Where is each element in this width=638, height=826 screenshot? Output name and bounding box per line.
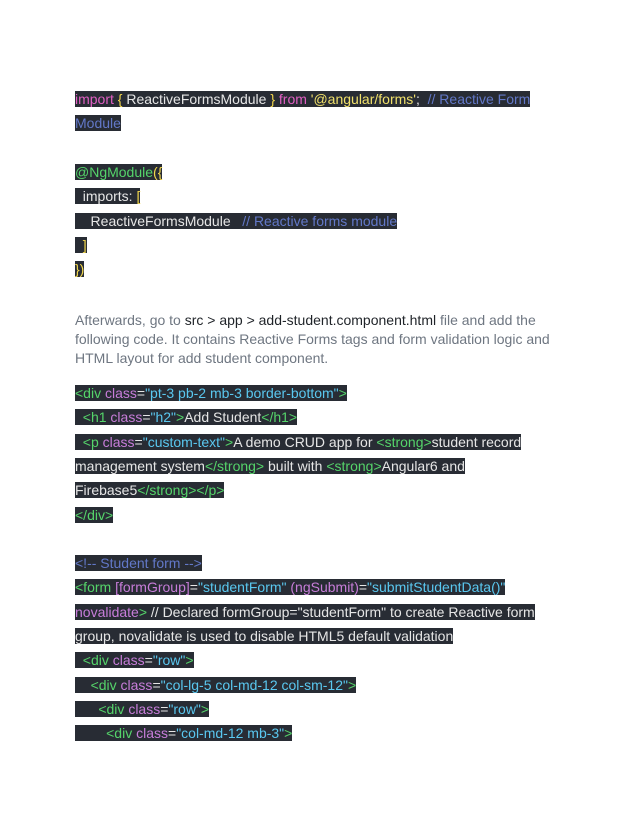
code-token: > bbox=[284, 725, 293, 742]
code-line-highlight bbox=[75, 409, 297, 425]
code-line-highlight bbox=[75, 237, 87, 253]
code-token: ; bbox=[415, 91, 428, 107]
code-line-highlight bbox=[75, 701, 209, 717]
code-token: Angular6 and bbox=[381, 457, 465, 474]
code-token: <p bbox=[82, 433, 103, 450]
code-token: <div bbox=[106, 725, 137, 742]
code-line bbox=[75, 577, 505, 598]
code-token: > bbox=[347, 676, 357, 693]
code-token: class bbox=[128, 700, 161, 717]
code-token: Add Student bbox=[184, 409, 262, 426]
code-token: ] bbox=[75, 236, 87, 253]
code-token bbox=[75, 701, 98, 717]
code-token: A demo CRUD app for bbox=[233, 433, 377, 450]
code-token: class bbox=[120, 676, 153, 693]
code-token: // Declared formGroup="studentForm" to create Reactive form bbox=[147, 603, 535, 620]
code-token: = bbox=[144, 652, 153, 669]
code-line-highlight bbox=[75, 188, 140, 204]
code-line-highlight bbox=[75, 458, 465, 474]
code-line-highlight bbox=[75, 628, 453, 644]
code-line-highlight bbox=[75, 434, 521, 450]
code-token: = bbox=[168, 725, 177, 742]
code-line bbox=[75, 432, 521, 453]
code-line bbox=[75, 650, 194, 671]
code-token: "custom-text" bbox=[142, 433, 226, 450]
code-token: import bbox=[75, 91, 114, 107]
code-token: ReactiveFormsModule bbox=[126, 91, 267, 107]
code-line bbox=[75, 211, 397, 232]
code-line-highlight bbox=[75, 115, 121, 131]
code-line-highlight bbox=[75, 677, 356, 693]
code-token: > bbox=[200, 700, 210, 717]
code-line bbox=[75, 505, 113, 526]
code-line-highlight bbox=[75, 91, 530, 107]
code-token bbox=[75, 652, 83, 668]
code-token: from bbox=[278, 91, 307, 107]
code-line bbox=[75, 407, 297, 428]
code-token: <h1 bbox=[82, 409, 111, 426]
code-line-highlight bbox=[75, 725, 292, 741]
code-token: "h2" bbox=[150, 409, 177, 426]
code-line bbox=[75, 480, 224, 501]
code-line-highlight bbox=[75, 652, 194, 668]
code-token: // Reactive Form bbox=[427, 91, 531, 107]
code-token: student record bbox=[431, 433, 522, 450]
code-token: </strong> bbox=[204, 457, 265, 474]
code-token: group, novalidate is used to disable HTML5 default validation bbox=[75, 628, 454, 644]
code-line-highlight bbox=[75, 164, 162, 180]
instruction-text-before: Afterwards, go to bbox=[75, 312, 185, 328]
code-token: "studentForm" bbox=[197, 579, 287, 596]
code-token: class bbox=[136, 725, 168, 742]
code-line-highlight bbox=[75, 385, 347, 401]
code-line bbox=[75, 456, 465, 477]
code-line bbox=[75, 89, 530, 110]
code-token: = bbox=[142, 409, 151, 426]
code-token bbox=[75, 409, 83, 425]
instruction-text-after: file and add the following code. It contains Reactive Forms tags and form validation logic and HTML layout for add student component. bbox=[75, 312, 550, 366]
code-line bbox=[75, 235, 87, 256]
code-token: <strong> bbox=[376, 433, 432, 450]
code-token: = bbox=[358, 579, 368, 596]
code-token: "pt-3 pb-2 mb-3 border-bottom" bbox=[145, 385, 339, 401]
code-token: novalidate bbox=[75, 603, 139, 620]
code-token: '@angular/forms' bbox=[310, 91, 416, 107]
code-token: > bbox=[138, 603, 148, 620]
code-token: Firebase5 bbox=[75, 482, 138, 499]
code-line bbox=[75, 113, 121, 134]
code-token: class bbox=[102, 433, 135, 450]
code-token: = bbox=[152, 676, 161, 693]
code-line-highlight bbox=[75, 579, 505, 595]
code-token: ({ bbox=[153, 163, 163, 180]
code-token: = bbox=[160, 700, 169, 717]
code-token: <form bbox=[75, 579, 116, 596]
code-line-highlight bbox=[75, 482, 224, 498]
code-token: built with bbox=[264, 457, 327, 474]
code-token: class bbox=[112, 652, 145, 669]
code-line bbox=[75, 259, 84, 280]
code-token: "row" bbox=[152, 652, 186, 669]
code-token bbox=[75, 677, 91, 693]
code-line bbox=[75, 383, 347, 404]
code-token: imports: bbox=[75, 188, 137, 205]
code-token: { bbox=[113, 91, 127, 107]
code-line bbox=[75, 626, 453, 647]
code-token: > bbox=[338, 385, 347, 401]
code-token: class bbox=[104, 385, 137, 401]
code-token: </strong></p> bbox=[137, 482, 225, 499]
code-token: <!-- Student form --> bbox=[75, 555, 202, 572]
code-token: management system bbox=[75, 457, 205, 474]
code-token: > bbox=[225, 433, 234, 450]
code-line bbox=[75, 553, 202, 574]
code-token: <div bbox=[75, 385, 105, 401]
code-token: "col-lg-5 col-md-12 col-sm-12" bbox=[160, 676, 348, 693]
code-token: @NgModule bbox=[75, 163, 154, 180]
code-token: <strong> bbox=[326, 457, 382, 474]
code-token bbox=[75, 434, 83, 450]
code-line bbox=[75, 162, 162, 183]
code-line bbox=[75, 186, 140, 207]
code-token: <div bbox=[90, 676, 121, 693]
file-path: src > app > add-student.component.html bbox=[184, 312, 437, 328]
code-line-highlight bbox=[75, 261, 84, 277]
code-line-highlight bbox=[75, 213, 397, 229]
code-token: </h1> bbox=[261, 409, 298, 426]
code-token: "submitStudentData()" bbox=[367, 579, 506, 596]
code-token bbox=[75, 725, 106, 741]
code-token: = bbox=[136, 385, 146, 401]
code-line bbox=[75, 602, 535, 623]
code-token: ReactiveFormsModule bbox=[75, 212, 243, 229]
code-token: // Reactive forms module bbox=[242, 212, 398, 229]
code-token: <div bbox=[82, 652, 113, 669]
code-line bbox=[75, 723, 292, 744]
code-token: "row" bbox=[168, 700, 201, 717]
code-line bbox=[75, 675, 356, 696]
code-line bbox=[75, 699, 209, 720]
code-line-highlight bbox=[75, 555, 202, 571]
code-line-highlight bbox=[75, 507, 113, 523]
code-token: }) bbox=[75, 261, 85, 278]
code-token: } bbox=[266, 91, 279, 107]
code-token: </div> bbox=[75, 506, 114, 523]
code-token: <div bbox=[98, 700, 129, 717]
code-token: [ bbox=[136, 188, 141, 205]
code-line-highlight bbox=[75, 604, 535, 620]
code-token: [formGroup] bbox=[115, 579, 190, 596]
instruction-paragraph bbox=[75, 311, 555, 368]
code-token: = bbox=[134, 433, 143, 450]
code-token: Module bbox=[75, 115, 121, 132]
code-token: class bbox=[110, 409, 143, 426]
code-token: "col-md-12 mb-3" bbox=[176, 725, 285, 742]
code-token: > bbox=[185, 652, 194, 669]
code-token: > bbox=[176, 409, 185, 426]
code-token: (ngSubmit) bbox=[290, 579, 359, 596]
code-token: = bbox=[189, 579, 198, 596]
